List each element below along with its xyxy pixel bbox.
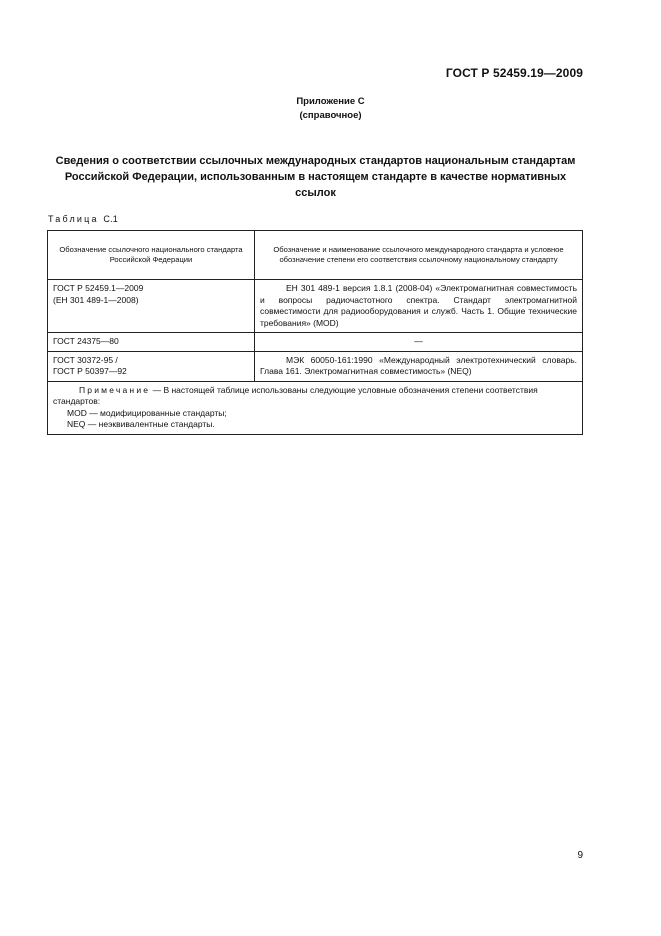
table-row [48,333,583,352]
cell-national [48,280,255,333]
note-label: Примечание [79,384,151,395]
national-standard-code: ГОСТ 24375—80 [53,336,119,346]
cell-national [48,333,255,352]
national-standard-code: ГОСТ 30372-95 / [53,354,118,365]
appendix-subtitle: (справочное) [299,110,362,121]
note-item: MOD — модифицированные стандарты; [67,407,227,418]
international-standard-text: ЕН 301 489-1 версия 1.8.1 (2008-04) «Электромагнитная совместимость и вопросы радиочастотного спектра. Стандарт электромагнитной совместимости для радиооборудования и служб. Часть 1. Общие технические требования» (MOD) [260,283,577,328]
standard-code-header: ГОСТ Р 52459.19—2009 [445,66,583,80]
section-title-line-3: ссылок [295,187,336,199]
page-number: 9 [577,850,583,861]
table-caption [48,214,118,224]
table-row [48,351,583,381]
table-note [48,381,583,434]
table-note-row [48,381,583,434]
international-standard-text: — [414,336,423,346]
cell-national [48,351,255,381]
national-standard-code: ГОСТ Р 52459.1—2009 [53,283,144,293]
column-header-international: Обозначение и наименование ссылочного международного стандарта и условное обозначение степени его соответствия ссылочному национальному стандарту [255,231,583,280]
international-standard-text: МЭК 60050-161:1990 «Международный электротехнический словарь. Глава 161. Электромагнитная совместимость» (NEQ) [260,354,577,376]
standards-table [47,230,583,435]
section-title-line-2: Российской Федерации, использованным в настоящем стандарте в качестве нормативных [64,171,567,183]
cell-international [255,280,583,333]
table-caption-number: С.1 [103,214,119,224]
section-title-line-1: Сведения о соответствии ссылочных международных стандартов национальным стандартам [55,155,576,167]
note-text: — В настоящей таблице использованы следующие условные обозначения степени соответствия стандартов: [53,384,538,406]
table-caption-prefix: Таблица [48,214,99,224]
table-row [48,280,583,333]
column-header-national: Обозначение ссылочного национального стандарта Российской Федерации [48,231,255,280]
note-item: NEQ — неэквивалентные стандарты. [67,419,215,429]
appendix-title: Приложение С [296,96,365,107]
section-title [48,153,583,201]
national-standard-code: (ЕН 301 489-1—2008) [53,294,139,305]
cell-international [255,333,583,352]
cell-international [255,351,583,381]
table-header-row [48,231,583,280]
appendix-heading [0,95,661,123]
national-standard-code: ГОСТ Р 50397—92 [53,366,127,376]
